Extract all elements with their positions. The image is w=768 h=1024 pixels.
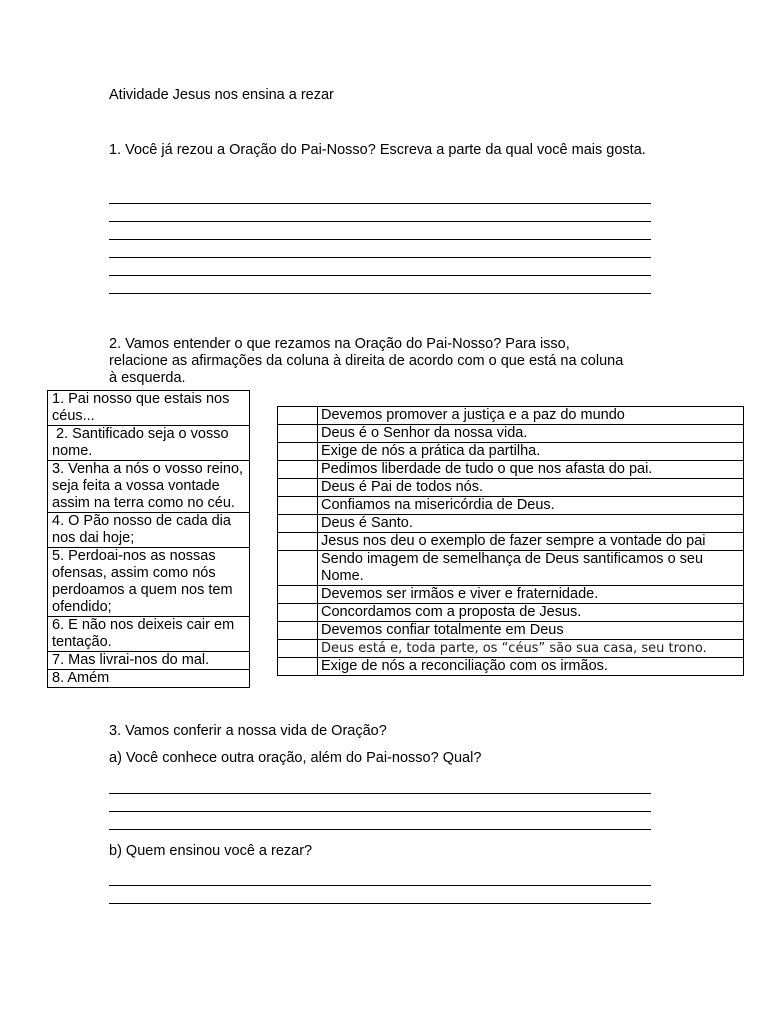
- table-row: [278, 551, 744, 586]
- prayer-phrases-table: [47, 390, 250, 688]
- prayer-phrase: 6. E não nos deixeis cair em tentação.: [48, 617, 250, 652]
- prayer-phrase: 1. Pai nosso que estais nos céus...: [48, 391, 250, 426]
- match-number-cell[interactable]: [278, 425, 318, 443]
- prayer-phrase: 8. Amém: [48, 670, 250, 688]
- statement-text: Exige de nós a reconciliação com os irmãos.: [318, 658, 744, 676]
- statement-text: Deus é o Senhor da nossa vida.: [318, 425, 744, 443]
- match-number-cell[interactable]: [278, 604, 318, 622]
- statements-table: [277, 406, 744, 676]
- prayer-phrase: 3. Venha a nós o vosso reino, seja feita a vossa vontade assim na terra como no céu.: [48, 461, 250, 513]
- table-row: [278, 622, 744, 640]
- table-row: [278, 407, 744, 425]
- table-row: [278, 640, 744, 658]
- table-row: [48, 652, 250, 670]
- match-number-cell[interactable]: [278, 443, 318, 461]
- match-number-cell[interactable]: [278, 622, 318, 640]
- table-row: [278, 604, 744, 622]
- answer-line[interactable]: [109, 793, 651, 794]
- answer-line[interactable]: [109, 293, 651, 294]
- statement-text: Concordamos com a proposta de Jesus.: [318, 604, 744, 622]
- table-row: [48, 426, 250, 461]
- table-row: [278, 586, 744, 604]
- prayer-phrase: 4. O Pão nosso de cada dia nos dai hoje;: [48, 513, 250, 548]
- statement-text: Devemos promover a justiça e a paz do mundo: [318, 407, 744, 425]
- table-row: [278, 461, 744, 479]
- answer-line[interactable]: [109, 221, 651, 222]
- answer-line[interactable]: [109, 257, 651, 258]
- page-title: Atividade Jesus nos ensina a rezar: [109, 87, 334, 103]
- answer-line[interactable]: [109, 239, 651, 240]
- match-number-cell[interactable]: [278, 407, 318, 425]
- statement-text: Confiamos na misericórdia de Deus.: [318, 497, 744, 515]
- answer-line[interactable]: [109, 811, 651, 812]
- question-3-prompt: 3. Vamos conferir a nossa vida de Oração?: [109, 723, 387, 739]
- statement-text: Pedimos liberdade de tudo o que nos afasta do pai.: [318, 461, 744, 479]
- table-row: [48, 670, 250, 688]
- match-number-cell[interactable]: [278, 461, 318, 479]
- question-2-prompt: 2. Vamos entender o que rezamos na Oração do Pai-Nosso? Para isso, relacione as afirmações da coluna à direita de acordo com o que está na coluna à esquerda.: [109, 336, 624, 386]
- answer-line[interactable]: [109, 275, 651, 276]
- table-row: [278, 479, 744, 497]
- prayer-phrase: 5. Perdoai-nos as nossas ofensas, assim como nós perdoamos a quem nos tem ofendido;: [48, 548, 250, 617]
- table-row: [48, 548, 250, 617]
- table-row: [48, 617, 250, 652]
- statement-text: Sendo imagem de semelhança de Deus santificamos o seu Nome.: [318, 551, 744, 586]
- table-row: [278, 515, 744, 533]
- match-number-cell[interactable]: [278, 658, 318, 676]
- statement-text: Devemos ser irmãos e viver e fraternidade.: [318, 586, 744, 604]
- match-number-cell[interactable]: [278, 586, 318, 604]
- table-row: [48, 513, 250, 548]
- match-number-cell[interactable]: [278, 479, 318, 497]
- table-row: [278, 425, 744, 443]
- question-3a-prompt: a) Você conhece outra oração, além do Pai-nosso? Qual?: [109, 750, 482, 766]
- question-3b-prompt: b) Quem ensinou você a rezar?: [109, 843, 313, 859]
- statement-text: Deus é Santo.: [318, 515, 744, 533]
- table-row: [48, 391, 250, 426]
- statement-text: Jesus nos deu o exemplo de fazer sempre a vontade do pai: [318, 533, 744, 551]
- table-row: [48, 461, 250, 513]
- match-number-cell[interactable]: [278, 515, 318, 533]
- table-row: [278, 533, 744, 551]
- prayer-phrase: 7. Mas livrai-nos do mal.: [48, 652, 250, 670]
- match-number-cell[interactable]: [278, 497, 318, 515]
- table-row: [278, 443, 744, 461]
- question-1-prompt: 1. Você já rezou a Oração do Pai-Nosso? Escreva a parte da qual você mais gosta.: [109, 142, 646, 158]
- prayer-phrase: 2. Santificado seja o vosso nome.: [48, 426, 250, 461]
- match-number-cell[interactable]: [278, 551, 318, 586]
- answer-line[interactable]: [109, 829, 651, 830]
- match-number-cell[interactable]: [278, 640, 318, 658]
- answer-line[interactable]: [109, 885, 651, 886]
- statement-text: Deus é Pai de todos nós.: [318, 479, 744, 497]
- answer-line[interactable]: [109, 903, 651, 904]
- match-number-cell[interactable]: [278, 533, 318, 551]
- table-row: [278, 658, 744, 676]
- statement-text: Devemos confiar totalmente em Deus: [318, 622, 744, 640]
- statement-text: Exige de nós a prática da partilha.: [318, 443, 744, 461]
- table-row: [278, 497, 744, 515]
- answer-line[interactable]: [109, 203, 651, 204]
- statement-text: Deus está e, toda parte, os “céus” são sua casa, seu trono.: [318, 640, 744, 658]
